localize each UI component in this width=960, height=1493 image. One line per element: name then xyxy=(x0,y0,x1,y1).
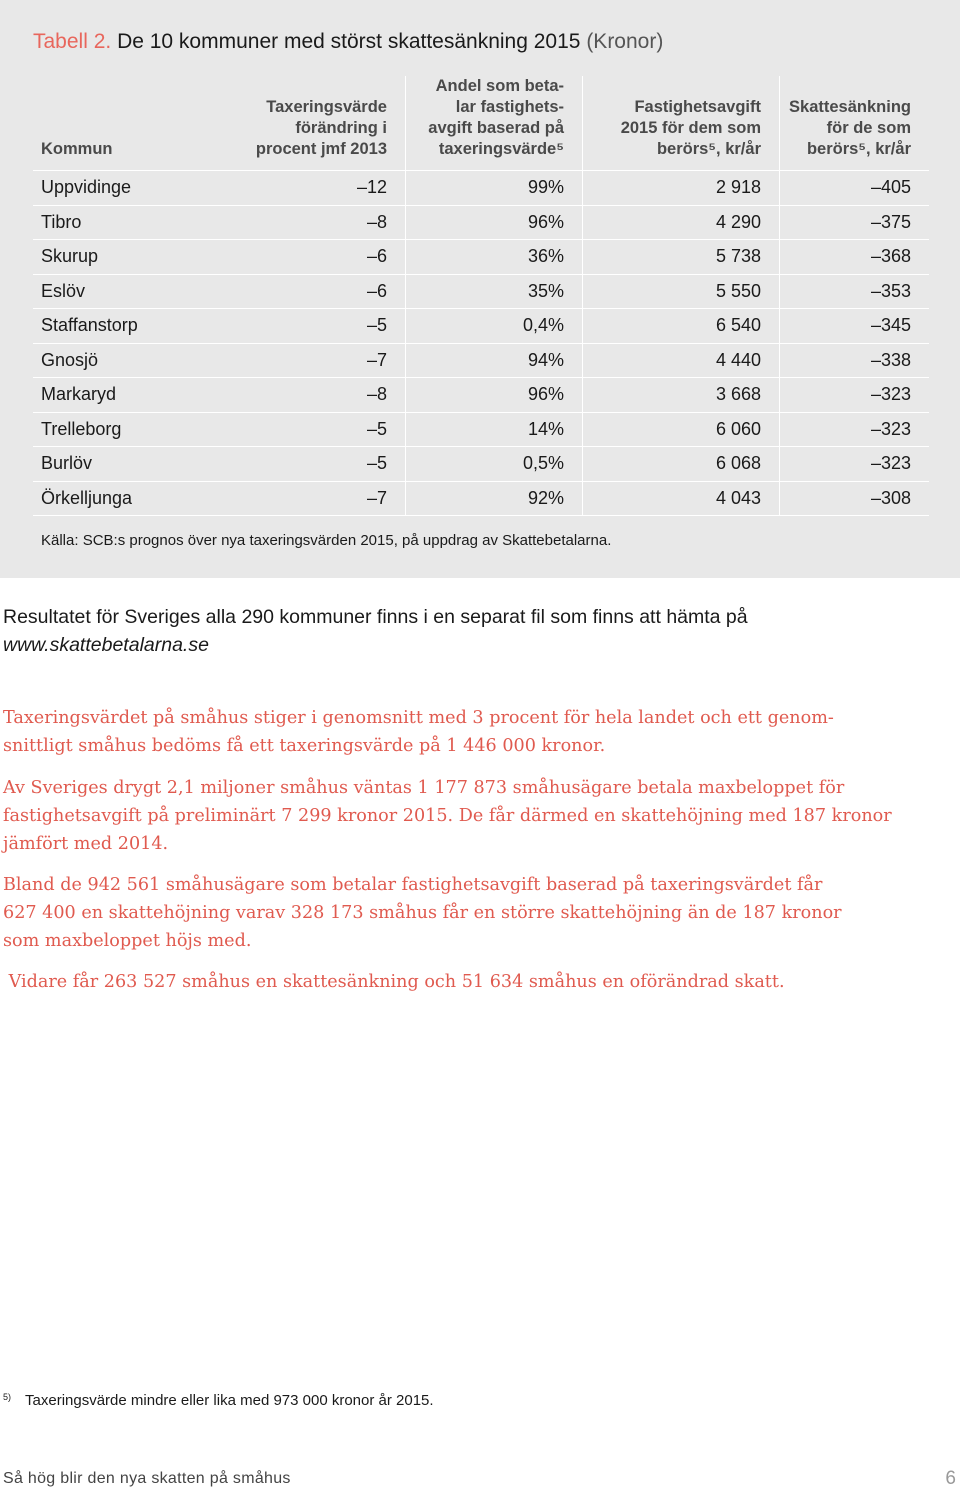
cell-andel: 35% xyxy=(406,274,583,309)
table-row xyxy=(33,240,929,275)
website-link[interactable]: www.skattebetalarna.se xyxy=(3,634,209,656)
table-header-row xyxy=(33,76,929,171)
table-row xyxy=(33,447,929,482)
cell-kommun: Markaryd xyxy=(33,378,229,413)
cell-fastighetsavgift: 4 043 xyxy=(583,481,780,516)
cell-andel: 0,5% xyxy=(406,447,583,482)
highlight-paragraph-3: Bland de 942 561 småhusägare som betalar fastighetsavgift baserad på taxeringsvärdet får 627 400 en skattehöjning varav 328 173 småhus får en större skattehöjning än de 187 kronor som maxbeloppet höjs med. xyxy=(3,875,842,951)
cell-taxeringsvarde: –5 xyxy=(229,309,406,344)
cell-fastighetsavgift: 4 440 xyxy=(583,343,780,378)
table-unit: (Kronor) xyxy=(586,30,664,53)
cell-fastighetsavgift: 3 668 xyxy=(583,378,780,413)
cell-fastighetsavgift: 5 738 xyxy=(583,240,780,275)
cell-andel: 36% xyxy=(406,240,583,275)
footnote-marker: 5) xyxy=(3,1392,12,1402)
highlight-paragraph-4: Vidare får 263 527 småhus en skattesänkning och 51 634 småhus en oförändrad skatt. xyxy=(3,972,785,992)
cell-skattesankning: –405 xyxy=(780,171,930,206)
cell-skattesankning: –368 xyxy=(780,240,930,275)
table-row xyxy=(33,378,929,413)
cell-skattesankning: –323 xyxy=(780,378,930,413)
cell-taxeringsvarde: –5 xyxy=(229,447,406,482)
footnote xyxy=(3,1392,434,1409)
col-header-fastighetsavgift: Fastighetsavgift 2015 för dem som berörs⁵, kr/år xyxy=(583,76,780,171)
table-row xyxy=(33,205,929,240)
cell-skattesankning: –375 xyxy=(780,205,930,240)
cell-kommun: Skurup xyxy=(33,240,229,275)
cell-fastighetsavgift: 4 290 xyxy=(583,205,780,240)
col-header-taxeringsvarde: Taxeringsvärde förändring i procent jmf 2013 xyxy=(255,98,387,158)
cell-kommun: Uppvidinge xyxy=(33,171,229,206)
cell-kommun: Gnosjö xyxy=(33,343,229,378)
cell-taxeringsvarde: –6 xyxy=(229,274,406,309)
cell-skattesankning: –323 xyxy=(780,447,930,482)
cell-skattesankning: –323 xyxy=(780,412,930,447)
cell-andel: 96% xyxy=(406,205,583,240)
col-header-kommun: Kommun xyxy=(41,140,113,158)
cell-taxeringsvarde: –7 xyxy=(229,481,406,516)
cell-taxeringsvarde: –6 xyxy=(229,240,406,275)
cell-taxeringsvarde: –7 xyxy=(229,343,406,378)
footnote-text: Taxeringsvärde mindre eller lika med 973 000 kronor år 2015. xyxy=(25,1392,434,1409)
highlight-paragraph-2: Av Sveriges drygt 2,1 miljoner småhus väntas 1 177 873 småhusägare betala maxbeloppet för fastighetsavgift på preliminärt 7 299 kronor 2015. De får därmed en skattehöjning med 187 kronor jämfört med 2014. xyxy=(3,778,892,854)
cell-taxeringsvarde: –12 xyxy=(229,171,406,206)
cell-kommun: Örkelljunga xyxy=(33,481,229,516)
result-paragraph xyxy=(3,603,903,659)
cell-andel: 99% xyxy=(406,171,583,206)
col-header-andel: Andel som beta- lar fastighets- avgift baserad på taxeringsvärde⁵ xyxy=(406,76,583,171)
table-title-text: De 10 kommuner med störst skattesänkning 2015 xyxy=(117,30,581,53)
cell-kommun: Burlöv xyxy=(33,447,229,482)
table-row xyxy=(33,481,929,516)
table-label: Tabell 2. xyxy=(33,30,112,53)
highlight-paragraph-1: Taxeringsvärdet på småhus stiger i genomsnitt med 3 procent för hela landet och ett genom- snittligt småhus bedöms få ett taxeringsvärde på 1 446 000 kronor. xyxy=(3,708,834,756)
table-row xyxy=(33,343,929,378)
cell-fastighetsavgift: 6 068 xyxy=(583,447,780,482)
cell-taxeringsvarde: –8 xyxy=(229,378,406,413)
col-header-skattesankning: Skattesänkning för de som berörs⁵, kr/år xyxy=(780,76,930,171)
cell-fastighetsavgift: 6 060 xyxy=(583,412,780,447)
cell-andel: 0,4% xyxy=(406,309,583,344)
cell-skattesankning: –353 xyxy=(780,274,930,309)
page-number: 6 xyxy=(945,1468,956,1489)
cell-skattesankning: –338 xyxy=(780,343,930,378)
cell-kommun: Eslöv xyxy=(33,274,229,309)
table-row xyxy=(33,309,929,344)
table-title xyxy=(33,30,663,54)
cell-andel: 94% xyxy=(406,343,583,378)
cell-fastighetsavgift: 6 540 xyxy=(583,309,780,344)
cell-andel: 96% xyxy=(406,378,583,413)
cell-skattesankning: –345 xyxy=(780,309,930,344)
cell-fastighetsavgift: 2 918 xyxy=(583,171,780,206)
cell-andel: 14% xyxy=(406,412,583,447)
tax-table xyxy=(33,76,929,516)
table-row xyxy=(33,274,929,309)
table-panel xyxy=(0,0,960,578)
table-row xyxy=(33,171,929,206)
cell-skattesankning: –308 xyxy=(780,481,930,516)
result-text: Resultatet för Sveriges alla 290 kommuner finns i en separat fil som finns att hämta på xyxy=(3,606,748,628)
cell-andel: 92% xyxy=(406,481,583,516)
cell-taxeringsvarde: –5 xyxy=(229,412,406,447)
table-source: Källa: SCB:s prognos över nya taxeringsvärden 2015, på uppdrag av Skattebetalarna. xyxy=(41,532,612,549)
cell-kommun: Staffanstorp xyxy=(33,309,229,344)
footer-title: Så hög blir den nya skatten på småhus xyxy=(3,1470,291,1487)
cell-taxeringsvarde: –8 xyxy=(229,205,406,240)
table-row xyxy=(33,412,929,447)
cell-kommun: Trelleborg xyxy=(33,412,229,447)
cell-kommun: Tibro xyxy=(33,205,229,240)
cell-fastighetsavgift: 5 550 xyxy=(583,274,780,309)
